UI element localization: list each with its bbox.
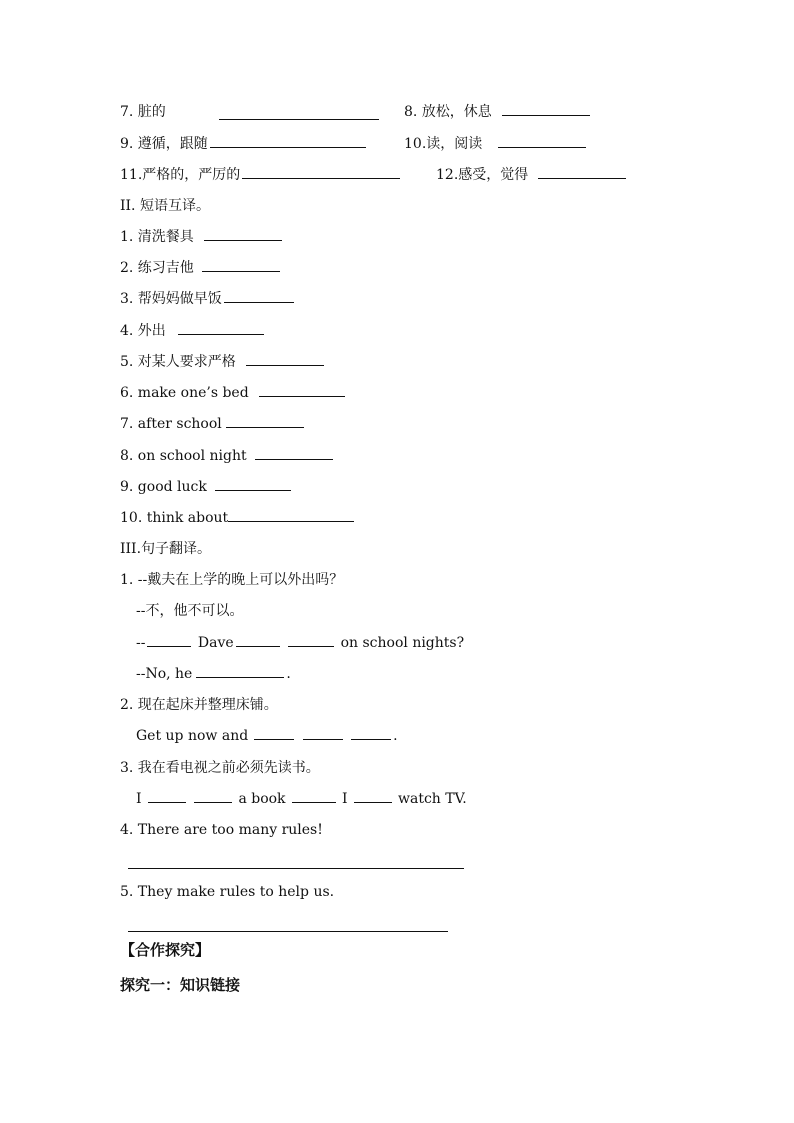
phrase-item-text: 3. 帮妈妈做早饭 — [120, 291, 222, 307]
vocab-item-9-text: 9. 遵循，跟随 — [120, 136, 208, 152]
sentence-3-blank[interactable] — [194, 789, 232, 803]
vocab-item-9 — [120, 134, 368, 154]
sentence-5-prompt: 5. They make rules to help us. — [120, 884, 335, 900]
phrase-item-text: 2. 练习吉他 — [120, 260, 194, 276]
sentence-4-prompt: 4. There are too many rules! — [120, 822, 323, 838]
phrase-item-text: 8. on school night — [120, 448, 247, 464]
section-3-heading: III.句子翻译。 — [120, 541, 212, 557]
phrase-item — [120, 258, 282, 278]
vocab-item-11-blank[interactable] — [242, 165, 400, 179]
sentence-1-blank[interactable] — [196, 664, 284, 678]
sentence-4-answer-line[interactable] — [128, 868, 464, 869]
sentence-1-blank[interactable] — [236, 633, 280, 647]
phrase-item-blank[interactable] — [255, 446, 333, 460]
phrase-item-text: 6. make one’s bed — [120, 385, 249, 401]
phrase-item-blank[interactable] — [246, 352, 324, 366]
phrase-item — [120, 477, 293, 497]
section-2-heading: II. 短语互译。 — [120, 198, 210, 214]
sentence-1-line-2 — [136, 664, 291, 684]
phrase-item — [120, 321, 266, 341]
sentence-3-blank[interactable] — [354, 789, 392, 803]
sentence-2-blank[interactable] — [254, 726, 294, 740]
vocab-item-7-text: 7. 脏的 — [120, 104, 166, 120]
phrase-item-blank[interactable] — [178, 321, 264, 335]
phrase-item-blank[interactable] — [202, 258, 280, 272]
phrase-item-text: 9. good luck — [120, 479, 207, 495]
sentence-1-blank[interactable] — [288, 633, 334, 647]
phrase-item-blank[interactable] — [259, 383, 345, 397]
sentence-1-line-2-start: --No, he — [136, 666, 193, 682]
sentence-2-blank[interactable] — [303, 726, 343, 740]
phrase-item — [120, 446, 335, 466]
phrase-item-text: 5. 对某人要求严格 — [120, 354, 236, 370]
cooperate-subheading: 探究一：知识链接 — [120, 976, 241, 994]
vocab-item-11 — [120, 165, 402, 185]
phrase-item — [120, 227, 284, 247]
vocab-item-8 — [404, 102, 592, 122]
sentence-1-line-2-end: . — [286, 666, 291, 682]
sentence-2-blank[interactable] — [351, 726, 391, 740]
sentence-2-line-start: Get up now and — [136, 728, 249, 744]
vocab-item-9-blank[interactable] — [210, 134, 366, 148]
phrase-item — [120, 352, 326, 372]
phrase-item-text: 7. after school — [120, 416, 222, 432]
sentence-3-word: I — [342, 791, 348, 807]
phrase-item-text: 1. 清洗餐具 — [120, 229, 194, 245]
vocab-item-7-blank[interactable] — [219, 119, 379, 120]
sentence-1-blank[interactable] — [147, 633, 191, 647]
phrase-item-text: 4. 外出 — [120, 323, 166, 339]
vocab-item-12-blank[interactable] — [538, 165, 626, 179]
sentence-1-line-1-start: -- — [136, 635, 146, 651]
sentence-3-line — [136, 789, 467, 809]
vocab-item-10-blank[interactable] — [498, 134, 586, 148]
sentence-1-line-1 — [136, 633, 464, 653]
phrase-item-blank[interactable] — [215, 477, 291, 491]
sentence-3-word: I — [136, 791, 142, 807]
sentence-3-blank[interactable] — [148, 789, 186, 803]
sentence-1-word-dave: Dave — [197, 635, 234, 651]
sentence-3-word: watch TV. — [397, 791, 467, 807]
vocab-item-8-blank[interactable] — [502, 102, 590, 116]
phrase-item-text: 10. think about — [120, 510, 229, 526]
phrase-item-blank[interactable] — [204, 227, 282, 241]
vocab-item-10-text: 10.读，阅读 — [404, 136, 483, 152]
sentence-3-blank[interactable] — [292, 789, 336, 803]
vocab-item-7 — [120, 102, 166, 122]
phrase-item-blank[interactable] — [226, 414, 304, 428]
sentence-3-word: a book — [238, 791, 286, 807]
phrase-item-blank[interactable] — [224, 289, 294, 303]
sentence-1-prompt: 1. --戴夫在上学的晚上可以外出吗？ — [120, 572, 344, 588]
phrase-item — [120, 414, 306, 434]
sentence-1-line-1-end: on school nights? — [340, 635, 465, 651]
sentence-2-prompt: 2. 现在起床并整理床铺。 — [120, 697, 278, 713]
vocab-item-8-text: 8. 放松，休息 — [404, 104, 492, 120]
sentence-3-prompt: 3. 我在看电视之前必须先读书。 — [120, 760, 320, 776]
vocab-item-11-text: 11.严格的，严厉的 — [120, 167, 241, 183]
sentence-1-answer-cn: --不，他不可以。 — [136, 603, 244, 619]
cooperate-heading: 【合作探究】 — [120, 941, 211, 959]
phrase-item — [120, 289, 296, 309]
phrase-item — [120, 508, 356, 528]
vocab-item-10 — [404, 134, 588, 154]
sentence-2-line — [136, 726, 398, 746]
vocab-item-12 — [436, 165, 628, 185]
sentence-5-answer-line[interactable] — [128, 931, 448, 932]
phrase-item — [120, 383, 347, 403]
phrase-item-blank[interactable] — [228, 508, 354, 522]
vocab-item-12-text: 12.感受，觉得 — [436, 167, 529, 183]
sentence-2-line-end: . — [393, 728, 398, 744]
